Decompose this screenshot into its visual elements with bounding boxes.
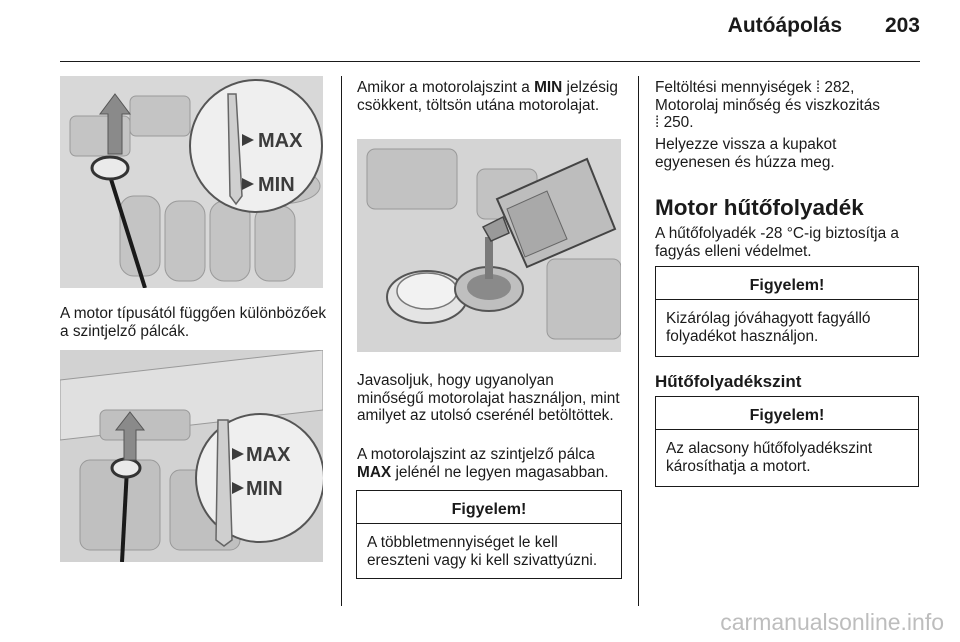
page-reference-link[interactable]: 250.	[663, 114, 694, 131]
max-label-2: MAX	[246, 444, 291, 466]
warning-title: Figyelem!	[749, 277, 825, 294]
max-emphasis: MAX	[357, 463, 392, 481]
page-header-title: Autóápolás	[727, 14, 842, 37]
warning-box-excess-oil	[356, 490, 622, 579]
paragraph-min-level: Amikor a motorolajszint a MIN jelzésig csökkent, töltsön utána motorolajat.	[357, 79, 618, 114]
header-divider	[60, 61, 920, 62]
subheading-coolant-level: Hűtőfolyadékszint	[655, 372, 802, 391]
dipstick-illustration-2	[60, 350, 323, 562]
section-heading-coolant: Motor hűtőfolyadék	[655, 195, 864, 220]
warning-title: Figyelem!	[451, 501, 527, 518]
min-emphasis: MIN	[534, 79, 563, 96]
dipstick-illustration-1	[60, 76, 323, 288]
warning-title: Figyelem!	[749, 407, 825, 424]
dipstick-caption: A motor típusától függően különbözőek a szintjelző pálcák.	[60, 305, 327, 340]
warning-body: Az alacsony hűtőfolyadékszint károsíthatja a motort.	[666, 440, 873, 475]
column-divider-1	[341, 76, 342, 606]
warning-body: A többletmennyiséget le kell ereszteni vagy ki kell szivattyúzni.	[367, 534, 598, 569]
paragraph-capacities: Feltöltési mennyiségek ⁞ 282, Motorolaj minőség és viszkozitás ⁞ 250.	[655, 79, 880, 131]
paragraph-replace-cap: Helyezze vissza a kupakot egyenesen és húzza meg.	[655, 136, 837, 171]
paragraph-coolant-protection: A hűtőfolyadék -28 °C-ig biztosítja a fagyás elleni védelmet.	[655, 225, 899, 260]
warning-box-antifreeze	[655, 266, 919, 357]
reference-icon: ⁞	[815, 79, 821, 96]
oil-filling-illustration	[357, 139, 621, 352]
reference-icon: ⁞	[655, 114, 660, 131]
warning-body: Kizárólag jóváhagyott fagyálló folyadékot használjon.	[666, 310, 871, 345]
paragraph-same-oil: Javasoljuk, hogy ugyanolyan minőségű motorolajat használjon, mint amilyet az utolsó cserénél betöltöttek.	[357, 372, 620, 424]
page-reference-link[interactable]: 282,	[824, 79, 855, 96]
min-label-2: MIN	[246, 478, 283, 500]
watermark: carmanualsonline.info	[720, 609, 944, 635]
page-number: 203	[884, 14, 920, 37]
max-label: MAX	[258, 130, 303, 152]
warning-box-low-coolant	[655, 396, 919, 487]
min-label: MIN	[258, 174, 295, 196]
column-divider-2	[638, 76, 639, 606]
paragraph-max-level: A motorolajszint az szintjelző pálca MAX jelénél ne legyen magasabban.	[357, 446, 609, 481]
